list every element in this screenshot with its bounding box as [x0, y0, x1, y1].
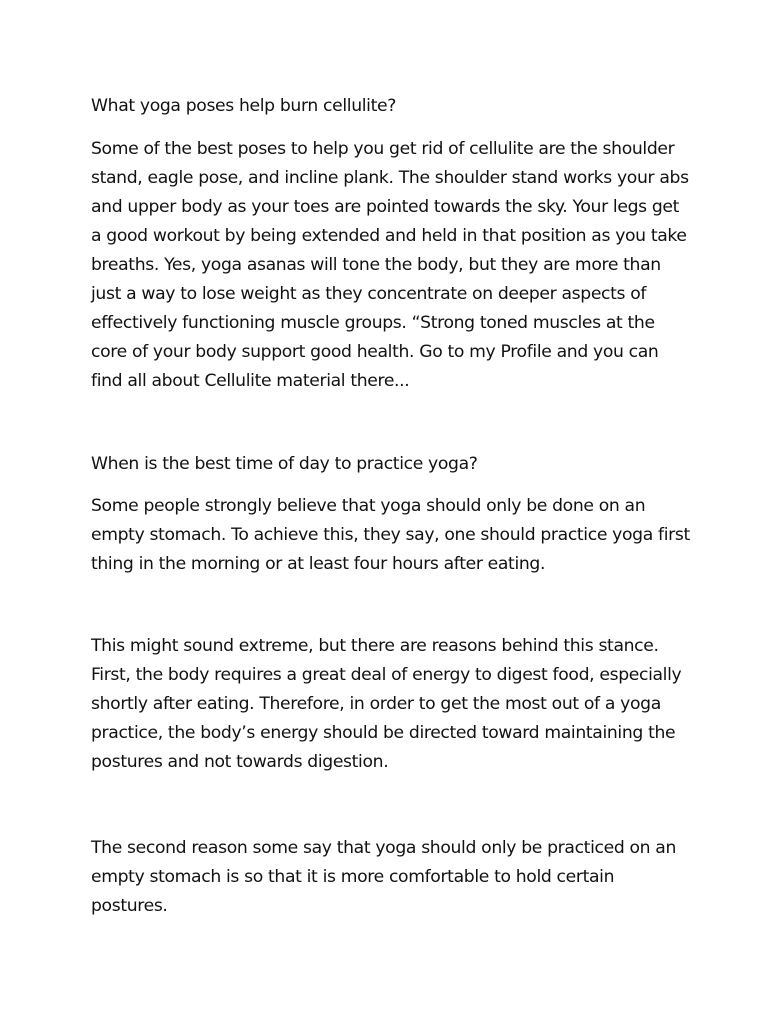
text-line: empty stomach. To achieve this, they say, one should practice yoga first [91, 525, 690, 545]
text-line: a good workout by being extended and held in that position as you take [91, 226, 687, 246]
text-line: effectively functioning muscle groups. “Strong toned muscles at the [91, 313, 655, 333]
text-line: empty stomach is so that it is more comfortable to hold certain [91, 867, 615, 887]
text-line: When is the best time of day to practice yoga? [91, 454, 478, 474]
answer-paragraph-digestion [91, 632, 691, 777]
text-line: Some of the best poses to help you get rid of cellulite are the shoulder [91, 139, 675, 159]
text-line: and upper body as your toes are pointed towards the sky. Your legs get [91, 197, 680, 217]
text-line: shortly after eating. Therefore, in order to get the most out of a yoga [91, 694, 661, 714]
text-line: practice, the body’s energy should be directed toward maintaining the [91, 723, 676, 743]
text-line: This might sound extreme, but there are reasons behind this stance. [91, 636, 659, 656]
text-line: find all about Cellulite material there... [91, 371, 410, 391]
text-line: The second reason some say that yoga should only be practiced on an [91, 838, 677, 858]
text-line: First, the body requires a great deal of energy to digest food, especially [91, 665, 682, 685]
question-heading-best-time [91, 450, 691, 479]
answer-paragraph-cellulite [91, 135, 691, 396]
text-line: core of your body support good health. Go to my Profile and you can [91, 342, 659, 362]
question-heading-cellulite [91, 92, 691, 121]
text-line: Some people strongly believe that yoga should only be done on an [91, 496, 646, 516]
text-line: breaths. Yes, yoga asanas will tone the body, but they are more than [91, 255, 661, 275]
text-line: thing in the morning or at least four hours after eating. [91, 554, 546, 574]
text-line: What yoga poses help burn cellulite? [91, 96, 396, 116]
answer-paragraph-comfort [91, 834, 691, 921]
text-line: stand, eagle pose, and incline plank. The shoulder stand works your abs [91, 168, 689, 188]
text-line: postures. [91, 896, 168, 916]
text-line: postures and not towards digestion. [91, 752, 389, 772]
text-line: just a way to lose weight as they concentrate on deeper aspects of [91, 284, 647, 304]
answer-paragraph-empty-stomach [91, 492, 691, 579]
